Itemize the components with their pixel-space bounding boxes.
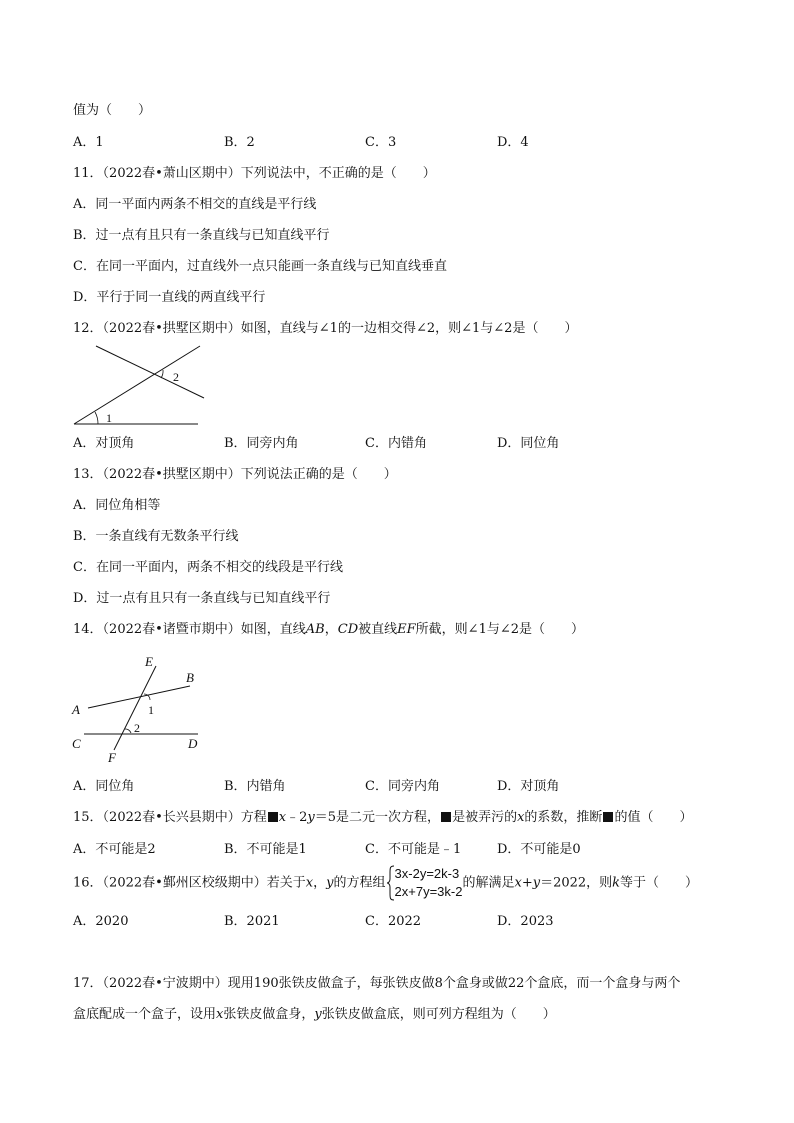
q14-label-e: E (145, 654, 153, 669)
q16-var-k: k (612, 875, 621, 891)
q16-sep: ， (313, 875, 327, 891)
q12-angle1-arc (95, 412, 98, 424)
q14-label-b: B (186, 670, 194, 685)
q11-stem: 11．（2022春•萧山区期中）下列说法中，不正确的是（ ） (73, 166, 436, 181)
left-brace-icon (386, 865, 395, 901)
q17-var-x: x (216, 1007, 224, 1022)
q15-option-d[interactable]: D．不可能是0 (497, 842, 581, 857)
q13-stem: 13．（2022春•拱墅区期中）下列说法正确的是（ ） (73, 467, 397, 482)
q14-line-ef: EF (397, 622, 416, 637)
q16-stem-e: 等于（ ） (620, 875, 699, 891)
q15-stem-e: 的系数，推断 (524, 810, 603, 825)
q11-option-a[interactable]: A．同一平面内两条不相交的直线是平行线 (73, 197, 317, 212)
q16-condition: x+y (514, 875, 541, 891)
q14-label-1: 1 (148, 703, 154, 717)
q14-label-f: F (108, 750, 116, 765)
q17-stem-a: 盒底配成一个盒子，设用 (73, 1007, 217, 1022)
q11-option-b[interactable]: B．过一点有且只有一条直线与已知直线平行 (73, 228, 330, 243)
q17-stem-line1: 17．（2022春•宁波期中）现用190张铁皮做盒子，每张铁皮做8个盒身或做22个盒底，而一个盒身与两个 (73, 976, 681, 991)
smudged-square-icon (603, 812, 613, 822)
q15-stem-c: ＝5是二元一次方程， (314, 810, 441, 825)
q15-stem (73, 810, 692, 826)
q14-label-c: C (72, 736, 81, 751)
q12-ray-line (74, 346, 200, 424)
q14-line-ab: AB (305, 622, 325, 637)
q12-figure (70, 342, 210, 428)
q11-option-d[interactable]: D．平行于同一直线的两直线平行 (73, 290, 266, 305)
q16-stem-b: 的方程组 (333, 875, 386, 891)
q14-stem (73, 622, 584, 638)
q16-stem-a: 16．（2022春•鄞州区校级期中）若关于 (73, 875, 306, 891)
q14-figure (70, 652, 210, 768)
q13-option-a[interactable]: A．同位角相等 (73, 498, 161, 513)
q13-option-b[interactable]: B．一条直线有无数条平行线 (73, 529, 239, 544)
q14-label-d: D (188, 736, 198, 751)
q14-stem-b: 所截，则∠1与∠2是（ ） (415, 622, 584, 637)
smudged-square-icon (268, 812, 278, 822)
q10-option-a[interactable]: A．1 (73, 135, 104, 150)
q17-stem-b: 张铁皮做盒身， (223, 1007, 315, 1022)
q12-option-a[interactable]: A．对顶角 (73, 436, 135, 451)
q16-var-x: x (305, 875, 314, 891)
q15-stem-b: ﹣2 (286, 810, 308, 825)
equation-1: 3x-2y=2k-3 (394, 866, 460, 881)
q14-stem-a: 14．（2022春•诸暨市期中）如图，直线 (73, 622, 306, 637)
q16-stem (73, 865, 698, 902)
q15-var-x2: x (517, 810, 525, 825)
q15-option-b[interactable]: B．不可能是1 (224, 842, 307, 857)
q15-stem-d: 是被弄污的 (452, 810, 518, 825)
equation-2: 2x+7y=3k-2 (394, 884, 463, 899)
q17-var-y: y (314, 1007, 322, 1022)
smudged-square-icon (441, 812, 451, 822)
q14-label-a: A (72, 702, 80, 717)
q16-stem-c: 的解满足 (462, 875, 515, 891)
q15-var-x: x (278, 810, 287, 825)
q15-var-y: y (307, 810, 315, 825)
q10-option-c[interactable]: C．3 (365, 135, 397, 150)
q13-option-d[interactable]: D．过一点有且只有一条直线与已知直线平行 (73, 591, 331, 606)
q12-angle2-arc (161, 370, 163, 378)
q15-option-a[interactable]: A．不可能是2 (73, 842, 156, 857)
q12-label-1: 1 (106, 411, 112, 425)
q14-option-c[interactable]: C．同旁内角 (365, 779, 440, 794)
q12-option-d[interactable]: D．同位角 (497, 436, 560, 451)
q15-option-c[interactable]: C．不可能是﹣1 (365, 842, 462, 857)
q17-stem-line2 (73, 1007, 556, 1023)
q12-label-2: 2 (173, 370, 179, 384)
q15-stem-a: 15．（2022春•长兴县期中）方程 (73, 810, 267, 825)
q17-stem-c: 张铁皮做盒底，则可列方程组为（ ） (321, 1007, 556, 1022)
q14-option-b[interactable]: B．内错角 (224, 779, 286, 794)
q14-sep: ， (324, 622, 338, 637)
q14-stem-mid: 被直线 (358, 622, 398, 637)
q16-option-d[interactable]: D．2023 (497, 914, 554, 929)
q16-option-b[interactable]: B．2021 (224, 914, 280, 929)
q14-line-cd: CD (337, 622, 359, 637)
q12-option-b[interactable]: B．同旁内角 (224, 436, 299, 451)
q13-option-c[interactable]: C．在同一平面内，两条不相交的线段是平行线 (73, 560, 343, 575)
q14-line-ab (88, 686, 190, 708)
q14-option-a[interactable]: A．同位角 (73, 779, 135, 794)
q16-var-y: y (326, 875, 334, 891)
equation-system (386, 865, 463, 901)
q10-stem-continuation: 值为（ ） (73, 103, 152, 118)
q14-label-2: 2 (134, 721, 140, 735)
q10-option-d[interactable]: D．4 (497, 135, 529, 150)
q11-option-c[interactable]: C．在同一平面内，过直线外一点只能画一条直线与已知直线垂直 (73, 259, 447, 274)
q16-option-c[interactable]: C．2022 (365, 914, 422, 929)
q10-option-b[interactable]: B．2 (224, 135, 255, 150)
q16-stem-d: ＝2022，则 (540, 875, 613, 891)
q12-stem: 12．（2022春•拱墅区期中）如图，直线与∠1的一边相交得∠2，则∠1与∠2是（ ） (73, 321, 578, 336)
q12-option-c[interactable]: C．内错角 (365, 436, 427, 451)
q14-angle2-arc (125, 729, 131, 733)
q15-stem-f: 的值（ ） (614, 810, 693, 825)
q14-option-d[interactable]: D．对顶角 (497, 779, 560, 794)
q16-option-a[interactable]: A．2020 (73, 914, 129, 929)
